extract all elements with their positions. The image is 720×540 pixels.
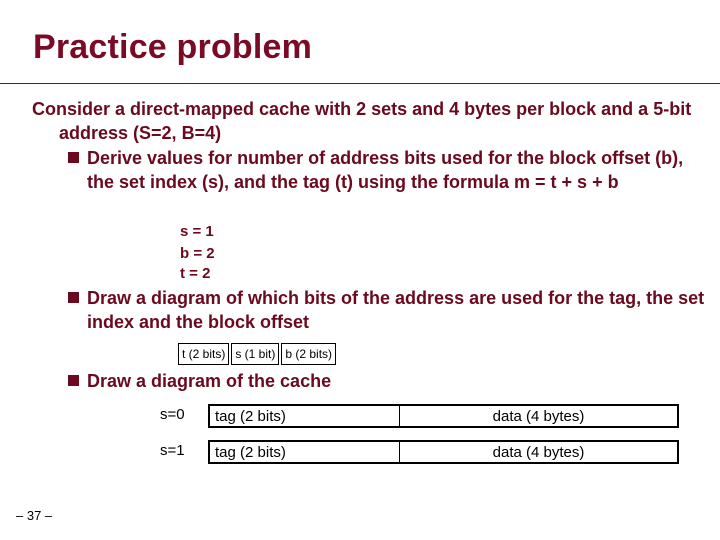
cache-line xyxy=(208,404,679,428)
cache-tag-cell: tag (2 bits) xyxy=(210,406,400,426)
equation-s: s = 1 xyxy=(180,223,214,240)
page-number: – 37 – xyxy=(16,508,53,523)
cache-set-label: s=1 xyxy=(160,442,185,459)
cache-line xyxy=(208,440,679,464)
cache-set-label: s=0 xyxy=(160,406,185,423)
square-bullet-icon xyxy=(68,292,79,303)
equation-t: t = 2 xyxy=(180,265,211,282)
bullet-cache-diagram xyxy=(68,369,708,393)
title-divider xyxy=(0,83,720,84)
tag-field: t (2 bits) xyxy=(178,343,229,365)
intro-text xyxy=(32,97,712,145)
address-bit-diagram xyxy=(178,343,338,365)
cache-tag-cell: tag (2 bits) xyxy=(210,442,400,462)
block-offset-field: b (2 bits) xyxy=(281,343,336,365)
square-bullet-icon xyxy=(68,152,79,163)
bullet-text: Draw a diagram of which bits of the address are used for the tag, the set index and the block offset xyxy=(87,288,705,332)
square-bullet-icon xyxy=(68,375,79,386)
cache-data-cell: data (4 bytes) xyxy=(492,407,585,425)
bullet-address-diagram xyxy=(68,286,708,334)
bullet-text: Draw a diagram of the cache xyxy=(87,371,332,391)
equation-b: b = 2 xyxy=(180,245,215,262)
intro-paragraph: Consider a direct-mapped cache with 2 sets and 4 bytes per block and a 5-bit address (S=2, B=4) xyxy=(32,99,692,143)
slide-title: Practice problem xyxy=(33,28,313,66)
bullet-derive xyxy=(68,146,708,194)
bullet-text: Derive values for number of address bits used for the block offset (b), the set index (s), and the tag (t) using the formula m = t + s + b xyxy=(87,148,684,192)
set-index-field: s (1 bit) xyxy=(231,343,279,365)
cache-data-cell: data (4 bytes) xyxy=(492,443,585,461)
